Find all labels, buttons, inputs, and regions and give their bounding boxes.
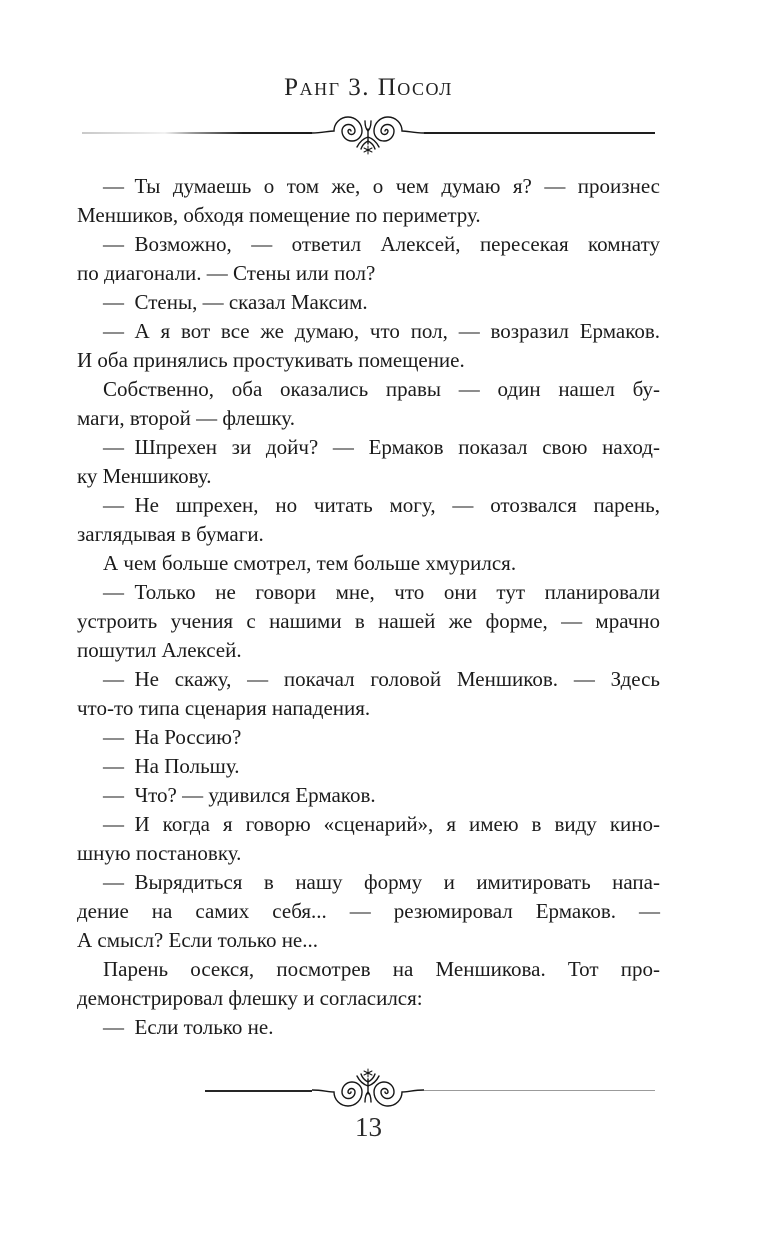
text-line: — Не скажу, — покачал головой Меншиков. — Здесь [103,667,660,691]
text-line: дение на самих себя... — резюмировал Ермаков. — [77,899,660,923]
text-line: заглядывая в бумаги. [77,522,264,546]
text-line: — Только не говори мне, что они тут планировали [103,580,660,604]
text-line: пошутил Алексей. [77,638,242,662]
text-line: — Вырядиться в нашу форму и имитировать напа- [103,870,660,894]
text-line: шную постановку. [77,841,242,865]
text-line: устроить учения с нашими в нашей же форме, — мрачно [77,609,660,633]
flourish-divider-icon [312,113,424,157]
text-line: маги, второй — флешку. [77,406,295,430]
top-divider-line-left [82,132,312,134]
top-divider-line-right [424,132,655,134]
text-line: Парень осекся, посмотрев на Меншикова. Тот про- [103,957,660,981]
text-line: — Шпрехен зи дойч? — Ермаков показал свою наход- [103,435,660,459]
text-line: — На Польшу. [103,754,240,778]
text-line: — Что? — удивился Ермаков. [103,783,376,807]
text-line: ку Меншикову. [77,464,212,488]
text-line: — Не шпрехен, но читать могу, — отозвался парень, [103,493,660,517]
text-line: — Ты думаешь о том же, о чем думаю я? — произнес [103,174,660,198]
text-line: — Стены, — сказал Максим. [103,290,368,314]
text-line: А чем больше смотрел, тем больше хмурился. [103,551,517,575]
text-line: Меншиков, обходя помещение по периметру. [77,203,481,227]
body-text [77,172,660,1042]
page-number: 13 [355,1112,382,1142]
text-line: — Если только не. [103,1015,274,1039]
bottom-divider-line-right [424,1090,655,1091]
text-line: — На Россию? [103,725,242,749]
text-line: — Возможно, — ответил Алексей, пересекая комнату [103,232,660,256]
text-line: демонстрировал флешку и согласился: [77,986,423,1010]
text-line: И оба принялись простукивать помещение. [77,348,465,372]
text-line: — И когда я говорю «сценарий», я имею в виду кино- [103,812,660,836]
chapter-header: Ранг 3. Посол [284,74,453,101]
text-line: что-то типа сценария нападения. [77,696,371,720]
bottom-divider-line-left [205,1090,312,1092]
text-line: А смысл? Если только не... [77,928,318,952]
text-line: Собственно, оба оказались правы — один нашел бу- [103,377,660,401]
text-line: по диагонали. — Стены или пол? [77,261,376,285]
flourish-divider-icon [312,1066,424,1110]
text-line: — А я вот все же думаю, что пол, — возразил Ермаков. [103,319,660,343]
